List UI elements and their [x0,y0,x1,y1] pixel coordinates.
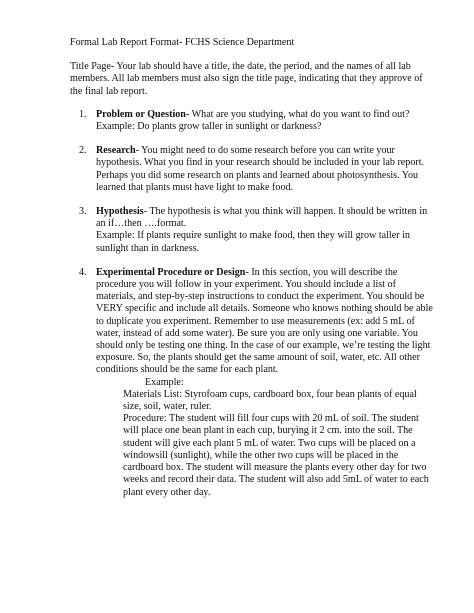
example-label: Example: [145,376,184,388]
item-number: 2. [79,145,87,157]
list-item [70,145,434,194]
item-number: 3. [79,206,87,218]
item-number: 1. [79,108,87,120]
example-block [123,377,434,499]
list-item [70,109,434,133]
list-item [70,206,434,255]
lab-report-sections [70,109,434,499]
item-number: 4. [79,266,87,278]
item-heading: Hypothesis [96,206,144,218]
document-title: Formal Lab Report Format- FCHS Science Department [70,37,295,48]
item-body: What are you studying, what do you want to find out? [189,108,410,120]
item-heading: Research [96,145,136,157]
item-example: Example: Do plants grow taller in sunlight or darkness? [96,121,322,133]
item-heading: Problem or Question- [96,108,190,120]
list-item [70,267,434,499]
item-example: Example: If plants require sunlight to make food, then they will grow taller in sunlight than in darkness. [96,230,410,254]
item-body: - In this section, you will describe the procedure you will follow in your experiment. You should include a list of materials, and step-by-step instructions to conduct the experiment. You should be VERY specific and include all details. Someone who knows nothing should be able to duplicate you experiment. Remember to use measurements (ex: add 5 mL of water, instead of add some water). Be sure you are only using one variable. You should only be testing one thing. In the case of our example, we’re testing the light exposure. So, the plants should get the same amount of soil, water, etc. All other conditions should be the same for each plant. [96,266,433,376]
materials-list: Materials List: Styrofoam cups, cardboard box, four bean plants of equal size, soil, water, ruler. [123,388,417,413]
procedure-text: Procedure: The student will fill four cups with 20 mL of soil. The student will place one bean plant in each cup, burying it 2 cm. into the soil. The student will give each plant 5 mL of water. Two cups will be placed on a windowsill (sunlight), while the other two cups will be placed in the cardboard box. The student will measure the plants every other day for two weeks and record their data. The student will also add 5mL of water to each plant every other day. [123,413,429,498]
title-page-paragraph: Title Page- Your lab should have a title, the date, the period, and the names of all lab members. All lab members must also sign the title page, indicating that they approve of the final lab report. [70,61,423,97]
item-heading: Experimental Procedure or Design [96,266,246,278]
item-body: - You might need to do some research before you can write your hypothesis. What you find in your research should be included in your lab report. Perhaps you did some research on plants and learned about photosynthesis. You learned that plants must have light to make food. [96,145,425,193]
item-body: - The hypothesis is what you think will happen. It should be written in an if…then ….format. [96,206,428,230]
